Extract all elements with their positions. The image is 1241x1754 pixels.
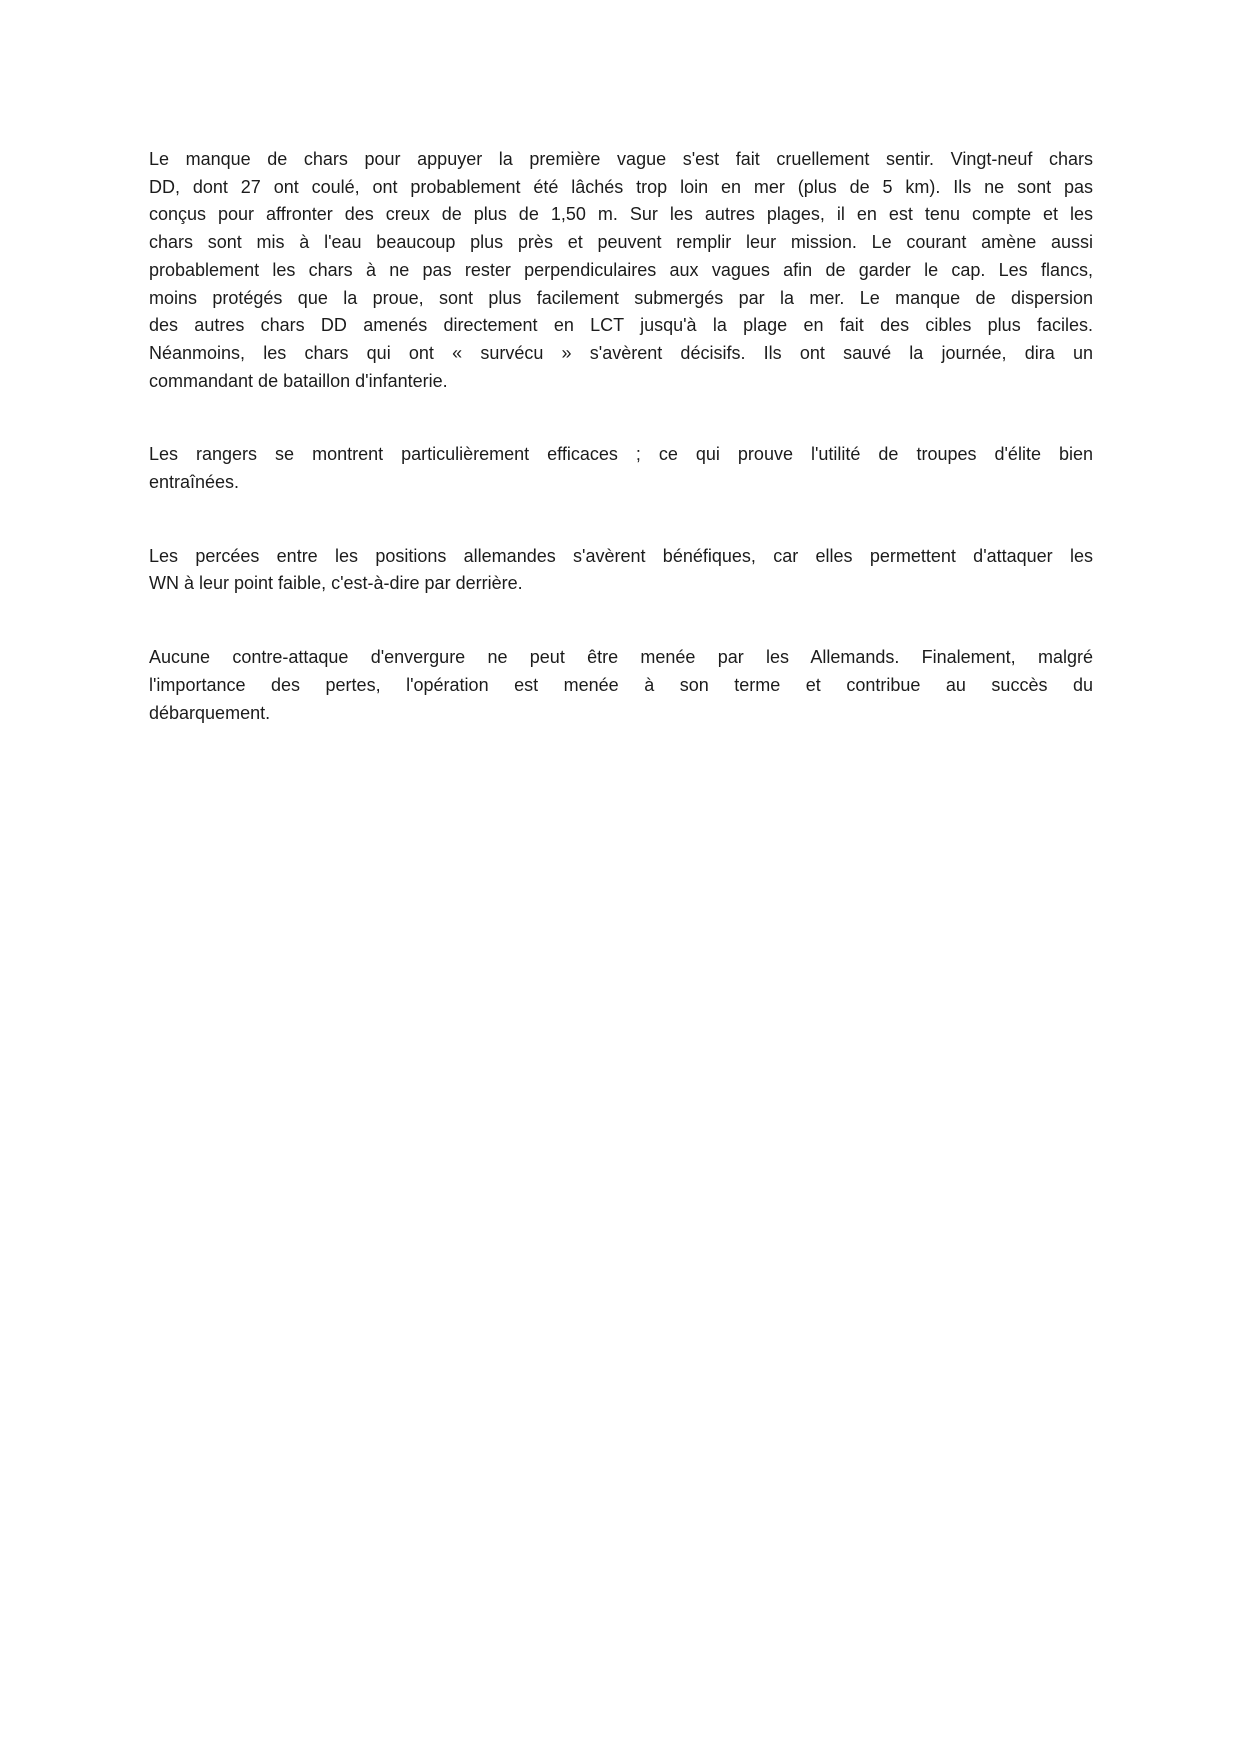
text-line: des autres chars DD amenés directement en LCT jusqu'à la plage en fait des cibles plus faciles. bbox=[149, 315, 1093, 336]
text-line: entraînées. bbox=[149, 472, 240, 493]
paragraph bbox=[149, 146, 1093, 395]
paragraph bbox=[149, 441, 1093, 496]
paragraph bbox=[149, 644, 1093, 727]
text-line: Les rangers se montrent particulièrement efficaces ; ce qui prouve l'utilité de troupes d'élite bien bbox=[149, 444, 1093, 465]
text-line: débarquement. bbox=[149, 702, 271, 723]
text-line: commandant de bataillon d'infanterie. bbox=[149, 370, 448, 391]
text-line: Les percées entre les positions allemandes s'avèrent bénéfiques, car elles permettent d'attaquer les bbox=[149, 545, 1093, 566]
text-line: conçus pour affronter des creux de plus de 1,50 m. Sur les autres plages, il en est tenu compte et les bbox=[149, 204, 1093, 225]
text-line: moins protégés que la proue, sont plus facilement submergés par la mer. Le manque de dispersion bbox=[149, 287, 1093, 308]
text-line: DD, dont 27 ont coulé, ont probablement été lâchés trop loin en mer (plus de 5 km). Ils ne sont pas bbox=[149, 176, 1093, 197]
text-body bbox=[149, 146, 1093, 773]
text-line: probablement les chars à ne pas rester perpendiculaires aux vagues afin de garder le cap. Les flancs, bbox=[149, 259, 1093, 280]
text-line: Le manque de chars pour appuyer la première vague s'est fait cruellement sentir. Vingt-neuf chars bbox=[149, 149, 1093, 169]
paragraph bbox=[149, 543, 1093, 598]
text-line: l'importance des pertes, l'opération est menée à son terme et contribue au succès du bbox=[149, 674, 1093, 695]
text-line: Aucune contre-attaque d'envergure ne peut être menée par les Allemands. Finalement, malgré bbox=[149, 647, 1093, 668]
text-line: Néanmoins, les chars qui ont « survécu » s'avèrent décisifs. Ils ont sauvé la journée, dira un bbox=[149, 342, 1093, 363]
text-line: chars sont mis à l'eau beaucoup plus près et peuvent remplir leur mission. Le courant amène aussi bbox=[149, 232, 1093, 253]
text-line: WN à leur point faible, c'est-à-dire par derrière. bbox=[149, 573, 523, 594]
